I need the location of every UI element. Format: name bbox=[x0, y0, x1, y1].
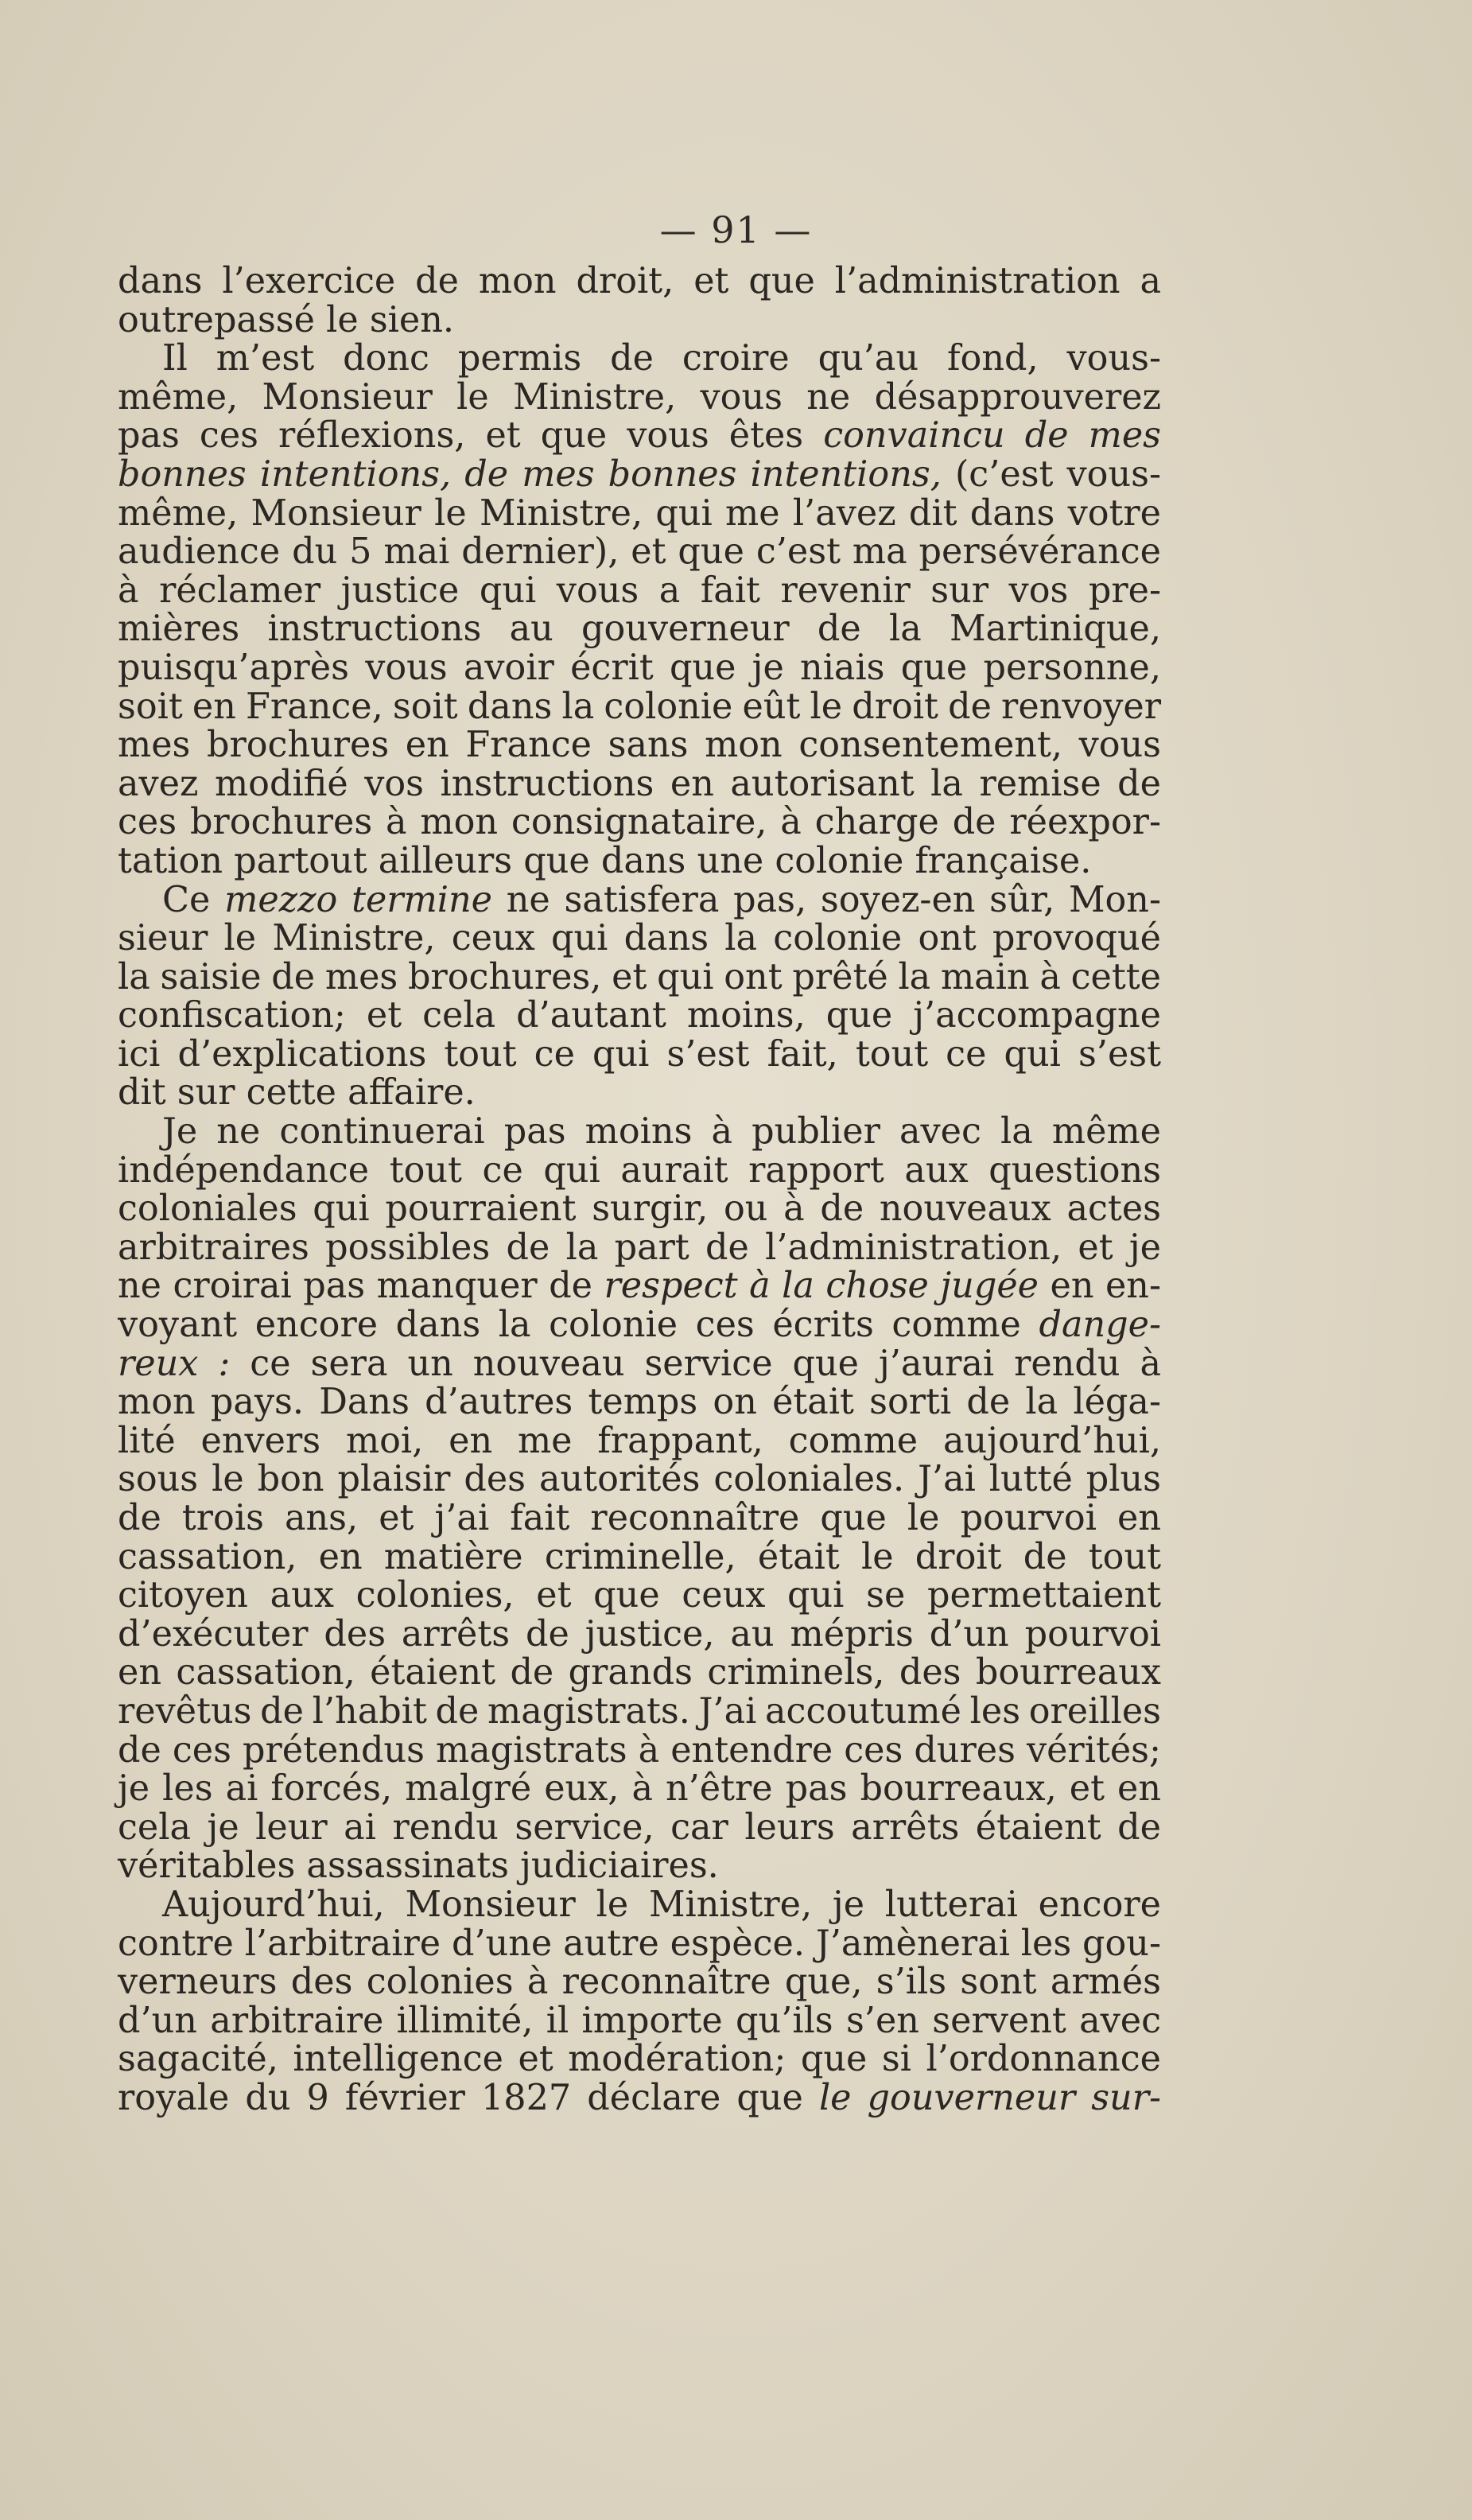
text-line-content bbox=[118, 803, 1161, 842]
text: contre l’arbitraire d’une autre espèce. J’amènerai les gou- bbox=[118, 1923, 1161, 1964]
text: confiscation; et cela d’autant moins, que j’accompagne bbox=[118, 995, 1161, 1036]
text-line bbox=[118, 453, 1161, 495]
text: arbitraires possibles de la part de l’administration, et je bbox=[118, 1227, 1161, 1268]
text-line bbox=[118, 1654, 1161, 1693]
text: ici d’explications tout ce qui s’est fait, tout ce qui s’est bbox=[118, 1033, 1161, 1075]
text-line-content bbox=[118, 453, 1161, 495]
text: royale du 9 février 1827 déclare que bbox=[118, 2077, 819, 2118]
text-line-content bbox=[118, 765, 1161, 804]
text-line-content bbox=[118, 1074, 476, 1113]
text-line-content bbox=[118, 1149, 1161, 1191]
text: en cassation, étaient de grands criminels, des bourreaux bbox=[118, 1652, 1161, 1694]
text: Je ne continuerai pas moins à publier avec la même bbox=[162, 1111, 1161, 1153]
text: mières instructions au gouverneur de la Martinique, bbox=[118, 609, 1161, 650]
text-line-content bbox=[118, 1847, 719, 1886]
text-line-content bbox=[118, 1806, 1161, 1848]
text: dit sur cette affaire. bbox=[118, 1072, 476, 1114]
italic-text: respect à la chose jugée bbox=[604, 1266, 1039, 1307]
text-line bbox=[118, 1499, 1161, 1538]
text: la saisie de mes brochures, et qui ont prêté la main à cette bbox=[118, 956, 1161, 998]
text-line-content bbox=[118, 533, 1161, 572]
italic-text: convaincu de mes bbox=[823, 415, 1161, 457]
text-line-content bbox=[118, 1963, 1161, 2002]
text-line-content bbox=[118, 1577, 1161, 1616]
text-line bbox=[118, 842, 1161, 881]
text-line bbox=[118, 881, 1161, 920]
text-line-content bbox=[118, 842, 1091, 881]
italic-text: mezzo termine bbox=[224, 879, 492, 920]
text-line-content bbox=[118, 1690, 1161, 1732]
text: ce sera un nouveau service que j’aurai rendu à bbox=[230, 1343, 1161, 1384]
text: pas ces réflexions, et que vous êtes bbox=[118, 415, 824, 457]
text: même, Monsieur le Ministre, qui me l’avez dit dans votre bbox=[118, 492, 1161, 534]
text-line bbox=[118, 610, 1161, 649]
text-line bbox=[118, 533, 1161, 572]
text-line-content bbox=[118, 1729, 1161, 1771]
text: puisqu’après vous avoir écrit que je niais que personne, bbox=[118, 647, 1161, 688]
text-line bbox=[118, 1577, 1161, 1616]
text: ne satisfera pas, soyez-en sûr, Mon- bbox=[492, 879, 1161, 920]
text: de ces prétendus magistrats à entendre ces dures vérités; bbox=[118, 1729, 1161, 1771]
text-line bbox=[118, 417, 1161, 456]
text-line-content bbox=[118, 1925, 1161, 1964]
text-line-content bbox=[162, 340, 1161, 379]
text-line-content bbox=[118, 688, 1161, 727]
text: indépendance tout ce qui aurait rapport aux questions bbox=[118, 1149, 1161, 1191]
page-number: — 91 — bbox=[659, 208, 813, 251]
text-line-content bbox=[118, 2040, 1161, 2079]
text-line bbox=[118, 1613, 1161, 1655]
text-line-content bbox=[118, 1033, 1161, 1075]
text-line bbox=[118, 997, 1161, 1036]
text-line bbox=[118, 1422, 1161, 1461]
text-line bbox=[118, 1963, 1161, 2002]
text-line-content bbox=[162, 1113, 1161, 1152]
text: soit en France, soit dans la colonie eût le droit de renvoyer bbox=[118, 686, 1161, 727]
text-line bbox=[118, 1886, 1161, 1925]
text-line-content bbox=[118, 376, 1161, 418]
text-line bbox=[118, 1345, 1161, 1384]
text-line-content bbox=[118, 1538, 1161, 1577]
text-line bbox=[118, 1925, 1161, 1964]
text-line bbox=[118, 1149, 1161, 1191]
text-line-content bbox=[118, 1460, 1161, 1499]
text-line-content bbox=[118, 920, 1161, 959]
text-line-content bbox=[118, 956, 1161, 998]
text: coloniales qui pourraient surgir, ou à de nouveaux actes bbox=[118, 1188, 1161, 1230]
text-line-content bbox=[118, 726, 1161, 765]
text-line-content bbox=[118, 1499, 1161, 1538]
text: verneurs des colonies à reconnaître que, s’ils sont armés bbox=[118, 1962, 1161, 2003]
text: Ce bbox=[162, 879, 225, 920]
text: d’un arbitraire illimité, il importe qu’ils s’en servent avec bbox=[118, 2000, 1161, 2041]
text: sagacité, intelligence et modération; que si l’ordonnance bbox=[118, 2039, 1161, 2080]
text: ces brochures à mon consignataire, à charge de réexpor- bbox=[118, 802, 1161, 843]
text: citoyen aux colonies, et que ceux qui se permettaient bbox=[118, 1575, 1161, 1616]
body-text bbox=[118, 262, 1161, 2118]
text-line-content bbox=[118, 610, 1161, 649]
text-line-content bbox=[118, 262, 1161, 301]
text: cassation, en matière criminelle, était le droit de tout bbox=[118, 1536, 1161, 1577]
text-line bbox=[118, 1229, 1161, 1268]
text-line bbox=[118, 1460, 1161, 1499]
text-line-content bbox=[118, 1229, 1161, 1268]
text-line bbox=[118, 1383, 1161, 1422]
text-line bbox=[118, 956, 1161, 998]
text-line-content bbox=[118, 2002, 1161, 2041]
text-line bbox=[118, 765, 1161, 804]
text-line bbox=[118, 1306, 1161, 1345]
text: Il m’est donc permis de croire qu’au fond, vous- bbox=[162, 338, 1161, 379]
text-line-content bbox=[162, 1886, 1161, 1925]
text-line-content bbox=[118, 1190, 1161, 1229]
text-line bbox=[118, 803, 1161, 842]
text: audience du 5 mai dernier), et que c’est ma persévérance bbox=[118, 531, 1161, 573]
text-line bbox=[118, 301, 1161, 340]
text-line bbox=[118, 1729, 1161, 1771]
text-line bbox=[118, 1113, 1161, 1152]
text-line bbox=[118, 1690, 1161, 1732]
text-line bbox=[118, 1267, 1161, 1306]
text: en en- bbox=[1039, 1266, 1162, 1307]
text-line-content bbox=[118, 1306, 1161, 1345]
text-line-content bbox=[118, 1383, 1161, 1422]
text: revêtus de l’habit de magistrats. J’ai accoutumé les oreilles bbox=[118, 1690, 1161, 1732]
text-line-content bbox=[118, 492, 1161, 534]
text: cela je leur ai rendu service, car leurs arrêts étaient de bbox=[118, 1806, 1161, 1848]
italic-text: bonnes intentions, de mes bonnes intentions, bbox=[118, 453, 942, 495]
text-line bbox=[118, 2079, 1161, 2118]
text: même, Monsieur le Ministre, vous ne désapprouverez bbox=[118, 376, 1161, 418]
text-line-content bbox=[118, 1267, 1161, 1306]
text: tation partout ailleurs que dans une colonie française. bbox=[118, 840, 1092, 881]
text-line bbox=[118, 688, 1161, 727]
text: véritables assassinats judiciaires. bbox=[118, 1845, 719, 1887]
text-line bbox=[118, 920, 1161, 959]
text-line bbox=[118, 649, 1161, 688]
text-line bbox=[118, 2002, 1161, 2041]
text-line bbox=[118, 1806, 1161, 1848]
text-line-content bbox=[118, 2079, 1161, 2118]
text-line bbox=[118, 376, 1161, 418]
text-line bbox=[118, 2040, 1161, 2079]
text: avez modifié vos instructions en autorisant la remise de bbox=[118, 763, 1161, 804]
text-line bbox=[118, 262, 1161, 301]
text-line-content bbox=[162, 881, 1161, 920]
text-line bbox=[118, 726, 1161, 765]
text-line bbox=[118, 1538, 1161, 1577]
text-line bbox=[118, 1847, 1161, 1886]
text: mes brochures en France sans mon consentement, vous bbox=[118, 725, 1161, 766]
text: voyant encore dans la colonie ces écrits comme bbox=[118, 1305, 1039, 1346]
text-line-content bbox=[118, 572, 1161, 611]
text: à réclamer justice qui vous a fait revenir sur vos pre- bbox=[118, 570, 1161, 611]
text-line-content bbox=[118, 1345, 1161, 1384]
italic-text: dange- bbox=[1039, 1305, 1161, 1346]
text: lité envers moi, en me frappant, comme aujourd’hui, bbox=[118, 1420, 1161, 1461]
text: mon pays. Dans d’autres temps on était sorti de la léga- bbox=[118, 1382, 1161, 1423]
text: ne croirai pas manquer de bbox=[118, 1266, 604, 1307]
text: outrepassé le sien. bbox=[118, 299, 455, 340]
text-line-content bbox=[118, 1613, 1161, 1655]
text-line bbox=[118, 572, 1161, 611]
text: Aujourd’hui, Monsieur le Ministre, je lutterai encore bbox=[162, 1884, 1161, 1925]
text-line bbox=[118, 340, 1161, 379]
text: sieur le Ministre, ceux qui dans la colonie ont provoqué bbox=[118, 918, 1161, 959]
text-line bbox=[118, 492, 1161, 534]
text-line-content bbox=[118, 1654, 1161, 1693]
text: de trois ans, et j’ai fait reconnaître que le pourvoi en bbox=[118, 1498, 1161, 1538]
text-line-content bbox=[118, 301, 454, 340]
italic-text: reux : bbox=[118, 1343, 231, 1384]
text-line bbox=[118, 1033, 1161, 1075]
text-line bbox=[118, 1074, 1161, 1113]
text: je les ai forcés, malgré eux, à n’être pas bourreaux, et en bbox=[118, 1768, 1161, 1810]
text: d’exécuter des arrêts de justice, au mépris d’un pourvoi bbox=[118, 1613, 1161, 1655]
text-line-content bbox=[118, 997, 1161, 1036]
text-line-content bbox=[118, 1770, 1161, 1809]
text-line-content bbox=[118, 649, 1161, 688]
text-line bbox=[118, 1770, 1161, 1809]
text-line-content bbox=[118, 1422, 1161, 1461]
text-line bbox=[118, 1190, 1161, 1229]
text: (c’est vous- bbox=[941, 453, 1161, 495]
text: dans l’exercice de mon droit, et que l’administration a bbox=[118, 261, 1161, 301]
italic-text: le gouverneur sur- bbox=[818, 2077, 1161, 2118]
text: sous le bon plaisir des autorités coloniales. J’ai lutté plus bbox=[118, 1459, 1161, 1500]
text-line-content bbox=[118, 417, 1161, 456]
